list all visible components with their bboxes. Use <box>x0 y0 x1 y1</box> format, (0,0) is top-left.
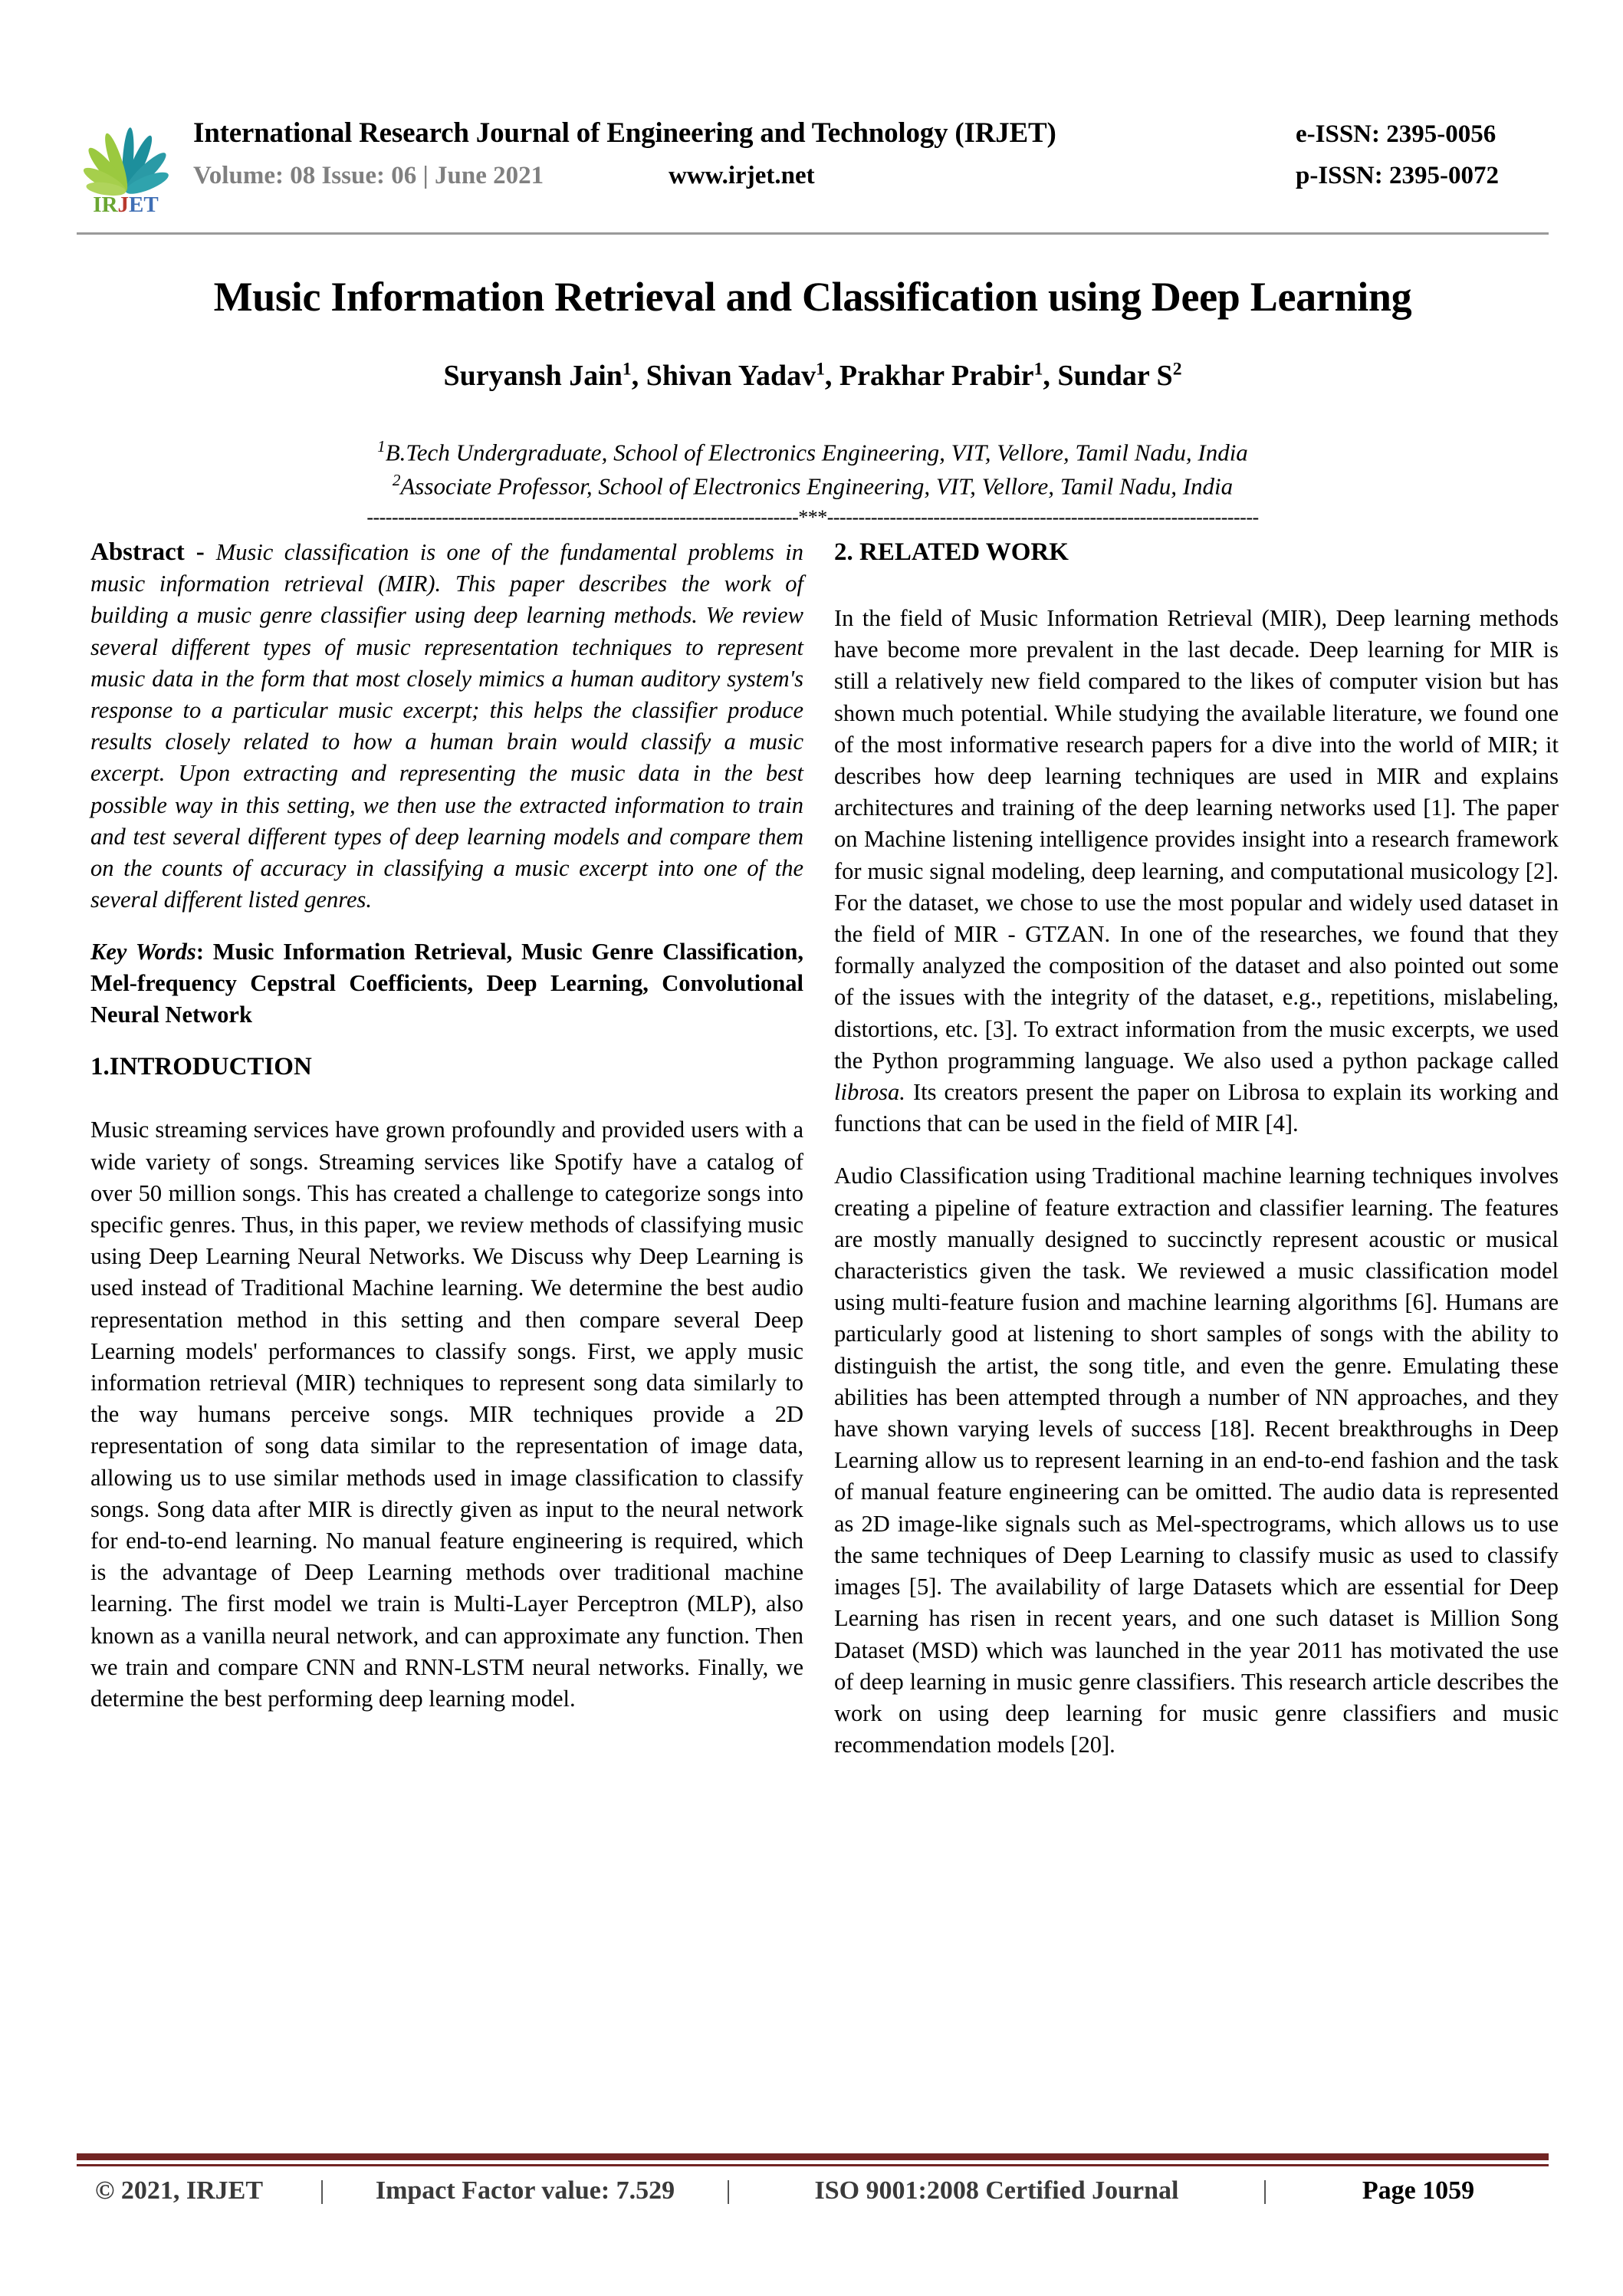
keywords-text: : Music Information Retrieval, Music Genre Classification, Mel-frequency Cepstral Coefficients, Deep Learning, Convolutional Neural Network <box>90 939 803 1028</box>
journal-website[interactable]: www.irjet.net <box>669 162 815 189</box>
masthead-text-block <box>193 115 1549 190</box>
footer-separator-1: | <box>319 2176 325 2205</box>
related-para1-part-a: In the field of Music Information Retrieval (MIR), Deep learning methods have become more prevalent in the last decade. Deep learning for MIR is still a relatively new field compared to the likes of computer vision but has shown much potential. While studying the available literature, we found one of the most informative research papers for a dive into the world of MIR; it describes how deep learning techniques are used in MIR and explains architectures and training of the deep learning networks used [1]. The paper on Machine listening intelligence provides insight into a research framework for music signal modeling, deep learning, and computational musicology [2]. For the dataset, we chose to use the most popular and widely used dataset in the field of MIR - GTZAN. In one of the researches, we found that they formally analyzed the composition of the dataset and also pointed out some of the issues with the integrity of the dataset, e.g., repetitions, mislabeling, distortions, etc. [3]. To extract information from the music excerpts, we used the Python programming language. We also used a python package called <box>834 605 1559 1074</box>
affiliation-1: $^1$B.Tech Undergraduate, School of Electronics Engineering, VIT, Vellore, Tamil Nadu, India <box>377 437 1248 466</box>
abstract-label: Abstract - <box>90 538 216 566</box>
keywords-paragraph <box>90 936 803 1031</box>
librosa-mention: librosa. <box>834 1079 905 1106</box>
related-work-paragraph-2: Audio Classification using Traditional machine learning techniques involves creating a pipeline of feature extraction and classifier learning. The features are mostly manually designed to succinctly represent acoustic or musical characteristics given the task. We reviewed a music classification model using multi-feature fusion and machine learning algorithms [6]. Humans are particularly good at listening to short samples of songs with the ability to distinguish the artist, the song title, and even the genre. Emulating these abilities has been attempted through a number of NN approaches, and they have shown varying levels of success [18]. Recent breakthroughs in Deep Learning allow us to represent learning in an end-to-end fashion and the task of manual feature engineering can be omitted. The audio data is represented as 2D image-like signals such as Mel-spectrograms, which allows us to use the same techniques of Deep Learning to classify music as used to classify images [5]. The availability of large Datasets which are essential for Deep Learning has risen in recent years, and one such dataset is Million Song Dataset (MSD) which was launched in the year 2011 has motivated the use of deep learning in music genre classifiers. This research article describes the work on using deep learning for music genre classifiers and music recommendation models [20]. <box>834 1163 1559 1758</box>
irjet-logo <box>77 118 175 216</box>
footer-separator-3: | <box>1262 2176 1268 2205</box>
abstract-text: Music classification is one of the fundamental problems in music information retrieval (MIR). This paper describes the work of building a music genre classifier using deep learning methods. We review several different types of music representation techniques to represent music data in the form that most closely mimics a human auditory system's response to a particular music excerpt; this helps the classifier produce results closely related to how a human brain would classify a music excerpt. Upon extracting and representing the music data in the best possible way in this setting, we then use the extracted information to train and test several different types of deep learning models and compare them on the counts of accuracy in classifying a music excerpt into one of the several different listed genres. <box>90 539 803 913</box>
heading-related-work: 2. RELATED WORK <box>834 538 1069 566</box>
related-work-paragraph-1 <box>834 603 1559 1140</box>
introduction-paragraph: Music streaming services have grown profoundly and provided users with a wide variety of songs. Streaming services like Spotify have a catalog of over 50 million songs. This has created a challenge to categorize songs into specific genres. Thus, in this paper, we review methods of classifying music using Deep Learning Neural Networks. We Discuss why Deep Learning is used instead of Traditional Machine learning. We determine the best audio representation method in this setting and then compare several Deep Learning models' performances to classify songs. First, we apply music information retrieval (MIR) techniques to represent song data similarly to the way humans perceive songs. MIR techniques provide a 2D representation of song data similar to the representation of image data, allowing us to use similar methods used in image classification to classify songs. Song data after MIR is directly given as input to the neural network for end-to-end learning. No manual feature engineering is required, which is the advantage of Deep Learning methods over traditional machine learning. The first model we train is Multi-Layer Perceptron (MLP), also known as a vanilla neural network, and can approximate any function. Then we train and compare CNN and RNN-LSTM neural networks. Finally, we determine the best performing deep learning model. <box>90 1117 803 1712</box>
header-divider <box>77 232 1549 235</box>
left-column <box>90 537 803 1715</box>
related-para1-part-b: Its creators present the paper on Librosa to explain its working and functions that can be used in the field of MIR [4]. <box>834 1079 1559 1137</box>
footer-page-number: Page 1059 <box>1362 2176 1475 2205</box>
footer-divider-thick <box>77 2153 1549 2160</box>
footer-copyright: © 2021, IRJET <box>95 2176 264 2205</box>
author-list: Suryansh Jain$^1$, Shivan Yadav$^1$, Prakhar Prabir$^1$, Sundar $S^2$ <box>443 359 1182 392</box>
footer-separator-2: | <box>725 2176 731 2205</box>
right-column <box>834 537 1559 1761</box>
journal-title: International Research Journal of Engineering and Technology (IRJET) <box>193 117 1056 149</box>
irjet-logo-icon <box>77 118 175 216</box>
affiliation-2: $^2$Associate Professor, School of Electronics Engineering, VIT, Vellore, Tamil Nadu, India <box>392 471 1234 500</box>
abstract-paragraph <box>90 537 803 916</box>
footer-impact-factor: Impact Factor value: 7.529 <box>375 2176 675 2205</box>
volume-issue-date: Volume: 08 Issue: 06 | June 2021 <box>193 162 544 189</box>
section-separator: ---------------------------------------------------------------------***--------------------------------------------------------------------- <box>366 506 1259 528</box>
keywords-label: Key Words <box>90 939 196 965</box>
journal-masthead <box>77 115 1549 216</box>
page-footer <box>77 2176 1549 2206</box>
e-issn: e-ISSN: 2395-0056 <box>1296 120 1497 148</box>
footer-iso-certification: ISO 9001:2008 Certified Journal <box>814 2176 1179 2205</box>
p-issn: p-ISSN: 2395-0072 <box>1296 162 1499 189</box>
page-title: Music Information Retrieval and Classification using Deep Learning <box>213 274 1412 320</box>
footer-divider-thin <box>77 2164 1549 2166</box>
heading-introduction: 1.INTRODUCTION <box>90 1053 312 1081</box>
svg-text:IRJET: IRJET <box>93 192 159 216</box>
